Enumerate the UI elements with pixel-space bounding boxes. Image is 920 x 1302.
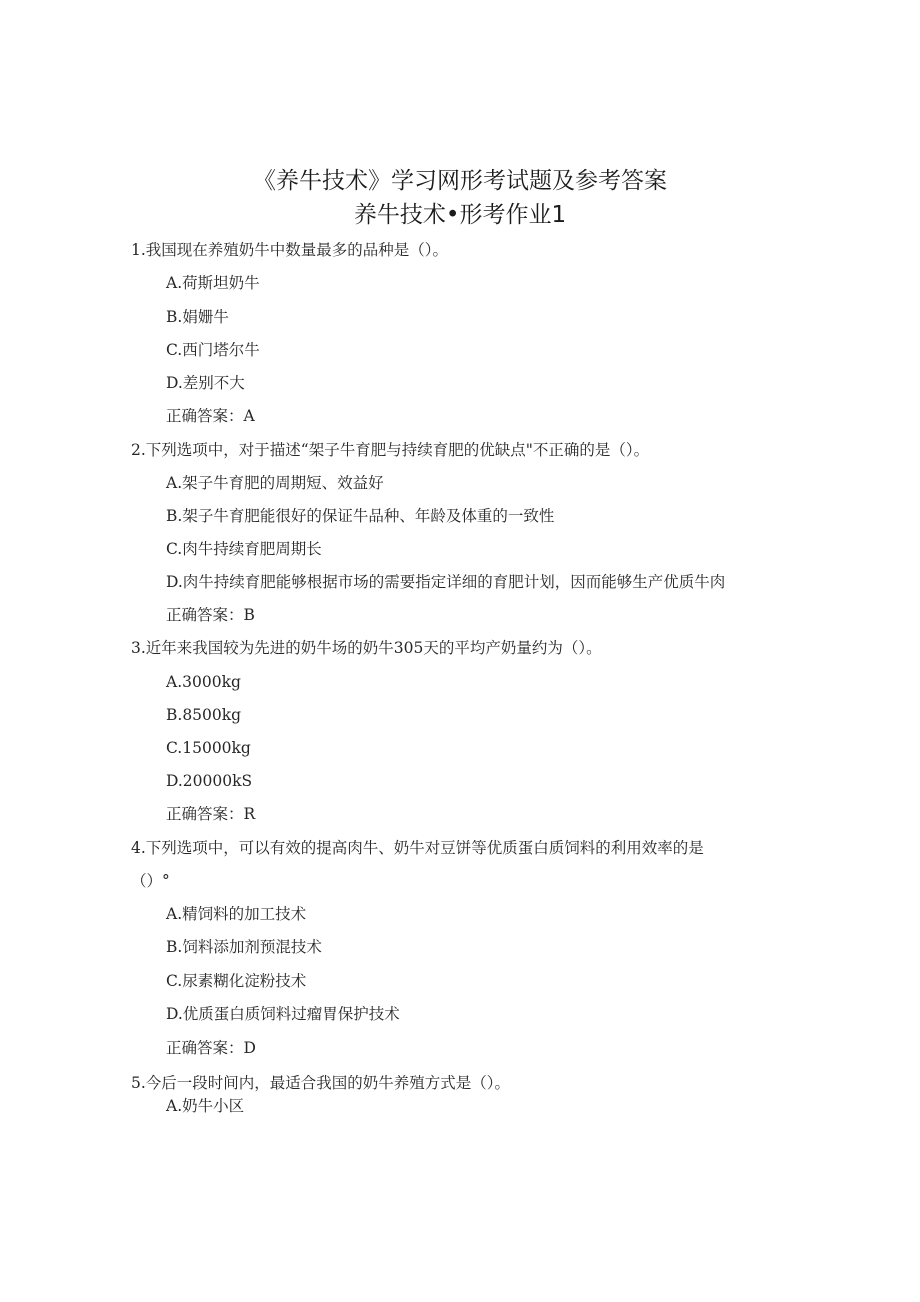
- option-d: D.20000kS: [166, 772, 253, 790]
- option-a: A.3000kg: [166, 673, 241, 691]
- question-stem: 3.近年来我国较为先进的奶牛场的奶牛305天的平均产奶量约为（）。: [131, 639, 602, 657]
- document-title: 《养牛技术》学习网形考试题及参考答案: [253, 168, 667, 194]
- option-b: B.8500kg: [166, 706, 242, 724]
- correct-answer: 正确答案：R: [166, 805, 256, 823]
- option-d: D.肉牛持续育肥能够根据市场的需要指定详细的育肥计划，因而能够生产优质牛肉: [166, 573, 726, 591]
- question-stem: 4.下列选项中，可以有效的提高肉牛、奶牛对豆饼等优质蛋白质饲料的利用效率的是: [131, 839, 704, 857]
- option-a: A.精饲料的加工技术: [166, 905, 307, 923]
- correct-answer: 正确答案：B: [166, 606, 255, 624]
- option-c: C.西门塔尔牛: [166, 341, 260, 359]
- document-subtitle: 养牛技术•形考作业1: [353, 202, 567, 228]
- option-c: C.肉牛持续育肥周期长: [166, 540, 322, 558]
- option-d: D.差别不大: [166, 374, 245, 392]
- correct-answer: 正确答案：A: [166, 407, 255, 425]
- question-stem: 1.我国现在养殖奶牛中数量最多的品种是（）。: [131, 241, 449, 259]
- option-b: B.娟姗牛: [166, 308, 229, 326]
- question-stem: 2.下列选项中，对于描述“架子牛育肥与持续育肥的优缺点"不正确的是（）。: [131, 441, 650, 459]
- option-c: C.15000kg: [166, 739, 251, 757]
- option-a: A.架子牛育肥的周期短、效益好: [166, 474, 384, 492]
- option-c: C.尿素糊化淀粉技术: [166, 972, 307, 990]
- correct-answer: 正确答案：D: [166, 1039, 256, 1057]
- question-stem: 5.今后一段时间内，最适合我国的奶牛养殖方式是（）。: [131, 1074, 511, 1092]
- option-b: B.架子牛育肥能很好的保证牛品种、年龄及体重的一致性: [166, 507, 555, 525]
- option-a: A.荷斯坦奶牛: [166, 274, 260, 292]
- option-a: A.奶牛小区: [166, 1097, 245, 1115]
- option-b: B.饲料添加剂预混技术: [166, 938, 322, 956]
- option-d: D.优质蛋白质饲料过瘤胃保护技术: [166, 1005, 400, 1023]
- question-stem-continuation: （）°: [131, 872, 170, 890]
